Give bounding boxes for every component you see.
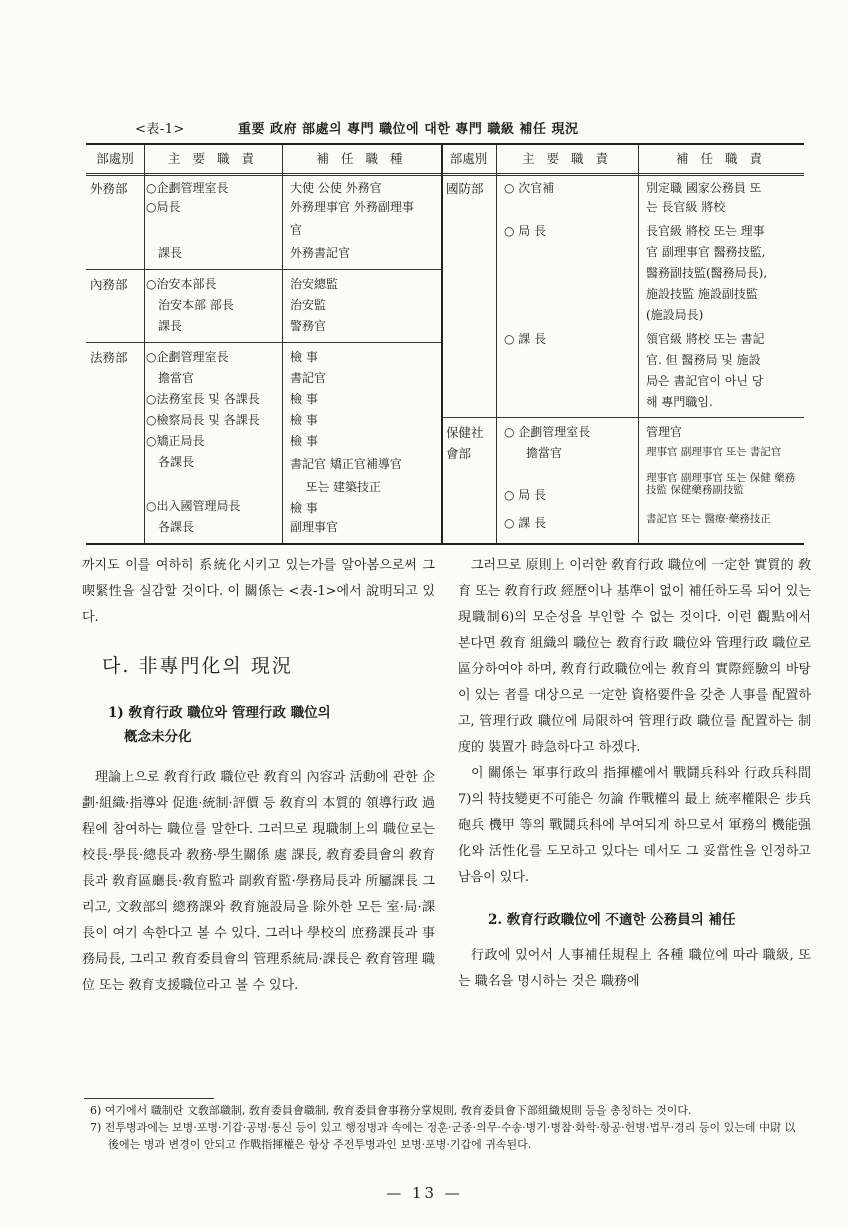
table-title: 重要 政府 部處의 專門 職位에 대한 專門 職級 補任 現況	[237, 122, 579, 137]
type-cell: 檢 事	[290, 501, 318, 515]
duty-cell: ○ 課 長	[504, 516, 547, 530]
duty-cell: 課長	[158, 319, 183, 333]
duty-cell: ○ 局 長	[504, 224, 547, 238]
body-paragraph: 까지도 이를 여하히 系統化시키고 있는가를 알아봄으로써 그 喫緊性을 실감할 것이다. 이 關係는 <表-1>에서 說明되고 있다.	[82, 558, 435, 625]
duty-cell: ○治安本部長	[146, 277, 217, 291]
type-cell: 官. 但 醫務局 및 施設	[646, 353, 761, 367]
table-label: <表-1>	[135, 122, 185, 137]
type-cell: 또는 建築技正	[306, 480, 381, 494]
dept-foreign: 外務部	[90, 181, 128, 196]
type-cell: 書記官 또는 醫療·藥務技正	[646, 513, 771, 525]
footnote-6: 6) 여기에서 職制란 文敎部職制, 敎育委員會職制, 敎育委員會事務分掌規則, 敎育委員會下部組織規則 등을 총칭하는 것이다.	[90, 1104, 692, 1117]
header-dept-right: 部處別	[449, 151, 488, 166]
header-type-left: 補 任 職 種	[316, 151, 407, 166]
type-cell: 外務理事官 外務副理事	[290, 200, 414, 214]
section-heading: 2. 敎育行政職位에 不適한 公務員의 補任	[488, 912, 736, 928]
duty-cell: ○法務室長 및 各課長	[146, 392, 260, 406]
duty-cell: ○ 企劃管理室長	[504, 425, 591, 439]
body-paragraph: 理論上으로 敎育行政 職位란 敎育의 內容과 活動에 관한 企劃·組織·指導와 促進·統制·評價 등 敎育의 本質的 領導行政 過程에 참여하는 職位를 말한다. 그러므로 現職制上의 職位로는 校長·學長·總長과 敎務·學生關係 處 課長, 敎育委員會의 敎育長과 敎育區廳長·敎育監과 副敎育監·學務局長과 所屬課長 그리고, 文敎部의 總務課와 敎育施設局을 除外한 모든 室·局·課長이 여기 속한다고 볼 수 있다. 그러나 學校의 庶務課長과 事務局長, 그리고 敎育委員會의 管理系統局·課長은 敎育管理 職位 또는 敎育支援職位라고 볼 수 있다.	[82, 770, 435, 993]
type-cell: 警務官	[290, 319, 327, 333]
duty-cell: 治安本部 部長	[158, 298, 234, 312]
type-cell: 副理事官	[290, 520, 339, 534]
duty-cell: ○檢察局長 및 各課長	[146, 413, 260, 427]
table-caption	[135, 118, 755, 137]
sub-heading-line1: 1) 敎育行政 職位와 管理行政 職位의	[108, 705, 331, 721]
header-type-right: 補 任 職 責	[676, 151, 766, 166]
type-cell: 管理官	[646, 425, 683, 439]
header-duty-right: 主 要 職 責	[522, 151, 612, 166]
type-cell: 理事官 副理事官 또는 保健 藥務技監 保健藥務副技監	[646, 472, 796, 496]
type-cell: 檢 事	[290, 392, 318, 406]
type-cell: 外務書記官	[290, 246, 351, 260]
type-cell: 局은 書記官이 아닌 당	[646, 374, 764, 388]
footnote-rule	[84, 1098, 214, 1099]
section-heading: 다. 非專門化의 現況	[102, 655, 293, 677]
type-cell: 는 長官級 將校	[646, 200, 726, 214]
duty-cell: ○局長	[146, 200, 181, 214]
left-column	[82, 553, 435, 999]
type-cell: (施設局長)	[646, 308, 704, 322]
body-paragraph: 그러므로 原則上 이러한 敎育行政 職位에 一定한 實質的 敎育 또는 敎育行政 經歷이나 基準이 없이 補任하도록 되어 있는 現職制6)의 모순성을 부인할 수 없는 것이다. 이런 觀點에서 본다면 敎育 組織의 職位는 敎育行政 職位와 管理行政 職位로 區分하여야 하며, 敎育行政職位에는 敎育의 實際經驗의 바탕이 있는 者를 대상으로 一定한 資格要件을 갖춘 人事를 配置하고, 管理行政 職位에 局限하여 管理行政 職位를 配置하는 制度的 裝置가 時急하다고 하겠다.	[458, 558, 811, 755]
duty-cell: ○矯正局長	[146, 434, 205, 448]
dept-home: 內務部	[90, 277, 128, 292]
type-cell: 治安監	[290, 298, 327, 312]
footnote-7: 7) 전투병과에는 보병·포병·기갑·공병·통신 등이 있고 행정병과 속에는 정훈·군종·의무·수송·병기·병참·화학·항공·헌병·법무·경리 등이 있는데 中尉 以後에는 병과 변경이 안되고 作戰指揮權은 항상 주전투병과인 보병·포병·기갑에 귀속된다.	[90, 1121, 796, 1151]
duty-cell: ○ 課 長	[504, 332, 547, 346]
body-paragraph: 行政에 있어서 人事補任規程上 各種 職位에 따라 職級, 또는 職名을 명시하는 것은 職務에	[458, 948, 811, 989]
type-cell: 領官級 將校 또는 書記	[646, 332, 765, 346]
dept-justice: 法務部	[90, 350, 128, 365]
type-cell: 醫務副技監(醫務局長),	[646, 266, 768, 280]
header-duty-left: 主 要 職 責	[168, 151, 258, 166]
type-cell: 해 專門職임.	[646, 395, 713, 409]
appointment-table	[86, 143, 804, 545]
duty-cell: ○ 次官補	[504, 181, 555, 195]
duty-cell: 擔當官	[526, 446, 563, 460]
dept-defense: 國防部	[446, 181, 484, 196]
footnotes	[90, 1102, 805, 1153]
type-cell: 官	[290, 223, 303, 237]
duty-cell: 各課長	[158, 520, 195, 534]
duty-cell: 擔當官	[158, 371, 195, 385]
type-cell: 書記官 矯正官補導官	[290, 457, 402, 471]
type-cell: 理事官 副理事官 또는 書記官	[646, 446, 782, 458]
type-cell: 施設技監 施設副技監	[646, 287, 758, 301]
right-column	[458, 553, 811, 995]
type-cell: 大使 公使 外務官	[290, 181, 382, 195]
duty-cell: ○出入國管理局長	[146, 499, 241, 513]
type-cell: 檢 事	[290, 413, 318, 427]
duty-cell: ○ 局 長	[504, 488, 547, 502]
header-dept-left: 部處別	[96, 151, 134, 166]
duty-cell: 各課長	[158, 455, 195, 469]
page-number: — 13 —	[386, 1184, 463, 1202]
type-cell: 官 副理事官 醫務技監,	[646, 245, 766, 259]
duty-cell: ○企劃管理室長	[146, 350, 229, 364]
sub-heading-line2: 槪念未分化	[124, 729, 192, 745]
type-cell: 治安總監	[290, 277, 339, 291]
duty-cell: ○企劃管理室長	[146, 181, 229, 195]
body-paragraph: 이 關係는 軍事行政의 指揮權에서 戰鬪兵科와 行政兵科間7)의 特技變更不可能은 勿論 作戰權의 最上 統率權限은 步兵 砲兵 機甲 等의 戰鬪兵科에 부여되게 하므로서 軍務의 機能强化와 活性化를 도모하고 있다는 데서도 그 妥當性을 인정하고 남음이 있다.	[458, 766, 811, 885]
type-cell: 書記官	[290, 371, 327, 385]
type-cell: 檢 事	[290, 434, 318, 448]
type-cell: 長官級 將校 또는 理事	[646, 224, 765, 238]
dept-health-2: 會部	[446, 446, 472, 461]
sub-heading	[108, 701, 435, 749]
dept-health: 保健社	[446, 425, 484, 440]
duty-cell: 課長	[158, 246, 183, 260]
type-cell: 檢 事	[290, 350, 318, 364]
type-cell: 別定職 國家公務員 또	[646, 181, 762, 195]
